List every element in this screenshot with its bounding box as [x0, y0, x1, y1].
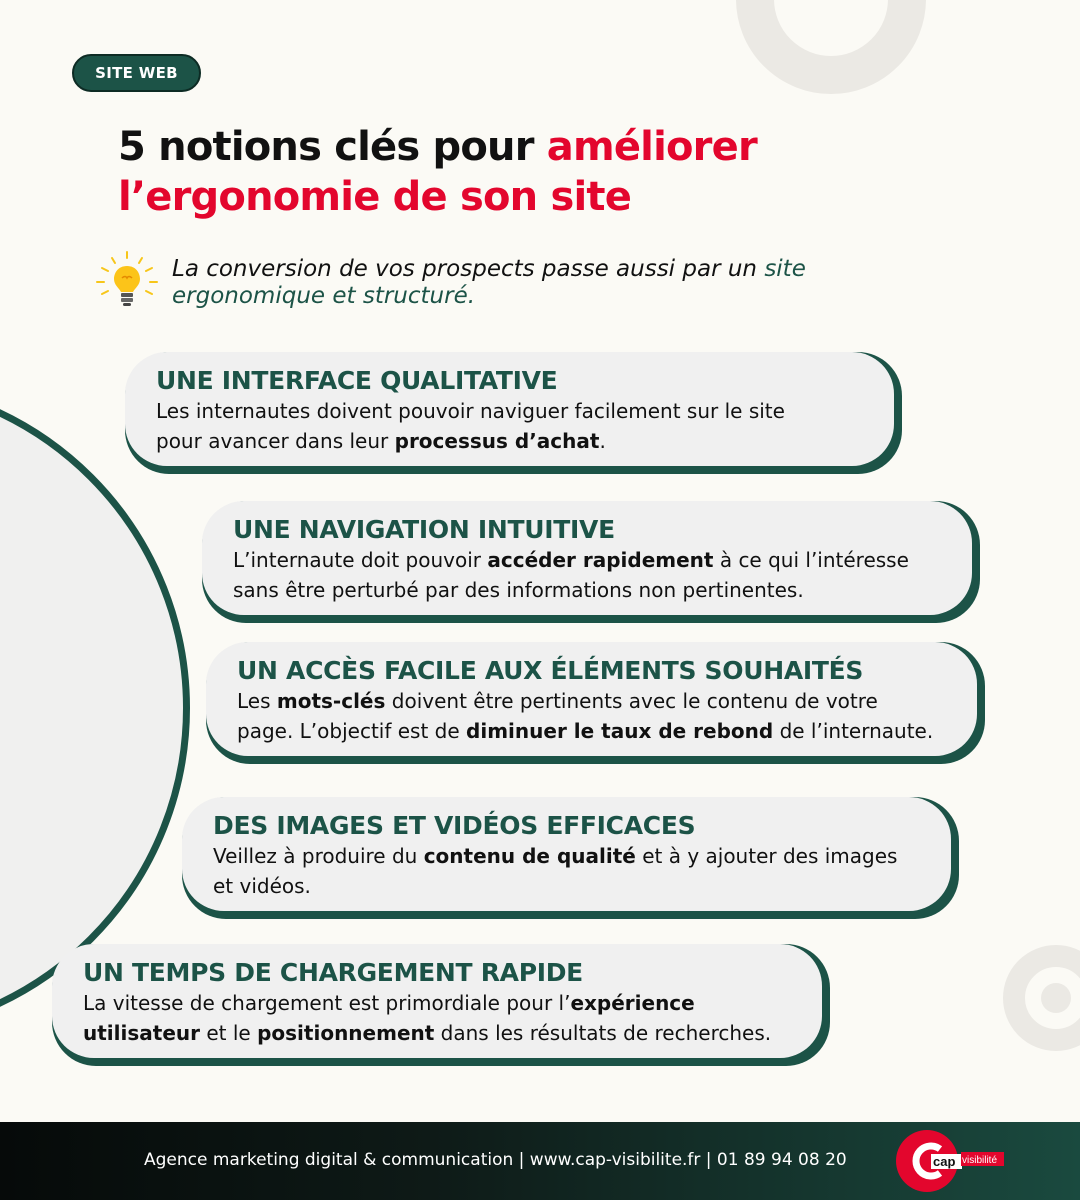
card-body [52, 944, 822, 1058]
text-segment: et le [200, 1021, 258, 1045]
text-segment: . [599, 429, 606, 453]
decorative-ring-top [736, 0, 926, 94]
text-segment: pour avancer dans leur [156, 429, 395, 453]
text-segment: Veillez à produire du [213, 844, 424, 868]
text-bold-segment: diminuer le taux de rebond [466, 719, 774, 743]
text-bold-segment: positionnement [257, 1021, 435, 1045]
text-bold-segment: processus d’achat [394, 429, 600, 453]
card-acces-facile [206, 642, 985, 764]
card-text-line-2 [156, 426, 874, 456]
text-segment: doivent être pertinents avec le contenu de votre [385, 689, 878, 713]
card-navigation-intuitive [202, 501, 980, 623]
card-title: UNE INTERFACE QUALITATIVE [156, 366, 558, 395]
decorative-circle-left [0, 378, 190, 1038]
intro-highlight: site ergonomique et structuré. [172, 256, 806, 309]
text-segment: dans les résultats de recherches. [434, 1021, 772, 1045]
card-text-line-2: et vidéos. [213, 874, 311, 898]
text-segment: page. L’objectif est de [237, 719, 467, 743]
card-body [202, 501, 972, 615]
page-title [118, 122, 918, 222]
title-part-1: 5 notions clés pour [118, 124, 547, 170]
cap-visibilite-logo [895, 1130, 1005, 1192]
text-bold-segment: expérience [570, 991, 695, 1015]
text-segment: de l’internaute. [773, 719, 934, 743]
text-bold-segment: mots-clés [276, 689, 386, 713]
card-body [206, 642, 977, 756]
text-segment: L’internaute doit pouvoir [233, 548, 488, 572]
lightbulb-icon [94, 250, 160, 310]
intro-main: La conversion de vos prospects passe aussi par un [172, 256, 765, 282]
text-segment: Les [237, 689, 277, 713]
logo-text-cap: cap [933, 1154, 956, 1169]
title-highlight-1: améliorer [546, 124, 757, 170]
card-images-videos [182, 797, 959, 919]
card-title: UNE NAVIGATION INTUITIVE [233, 515, 615, 544]
card-text-line-2: sans être perturbé par des informations non pertinentes. [233, 578, 804, 602]
card-body [125, 352, 894, 466]
card-text-line-2 [237, 716, 957, 746]
card-body [182, 797, 951, 911]
footer [0, 1122, 1080, 1200]
card-text-line-1: Les internautes doivent pouvoir naviguer facilement sur le site [156, 399, 785, 423]
text-segment: La vitesse de chargement est primordiale pour l’ [83, 991, 571, 1015]
text-bold-segment: accéder rapidement [487, 548, 714, 572]
category-badge: SITE WEB [72, 54, 201, 92]
decorative-dot-right [1041, 983, 1071, 1013]
card-text-line-2 [83, 1018, 802, 1048]
card-text-line-1 [237, 686, 957, 716]
card-title: UN TEMPS DE CHARGEMENT RAPIDE [83, 958, 583, 987]
title-highlight-2: l’ergonomie de son site [118, 174, 632, 220]
text-segment: à ce qui l’intéresse [713, 548, 909, 572]
intro-text [172, 256, 932, 310]
text-bold-segment: contenu de qualité [423, 844, 636, 868]
footer-contact-text: Agence marketing digital & communication | www.cap-visibilite.fr | 01 89 94 08 20 [144, 1150, 847, 1170]
logo-text-visibilite: visibilité [962, 1155, 998, 1166]
card-text-line-1 [83, 988, 802, 1018]
text-bold-segment: utilisateur [83, 1021, 200, 1045]
card-interface-qualitative [125, 352, 902, 474]
card-temps-chargement [52, 944, 830, 1066]
text-segment: et à y ajouter des images [635, 844, 898, 868]
card-title: UN ACCÈS FACILE AUX ÉLÉMENTS SOUHAITÉS [237, 656, 864, 685]
card-text-line-1 [233, 545, 952, 575]
card-text-line-1 [213, 841, 931, 871]
card-title: DES IMAGES ET VIDÉOS EFFICACES [213, 811, 696, 840]
